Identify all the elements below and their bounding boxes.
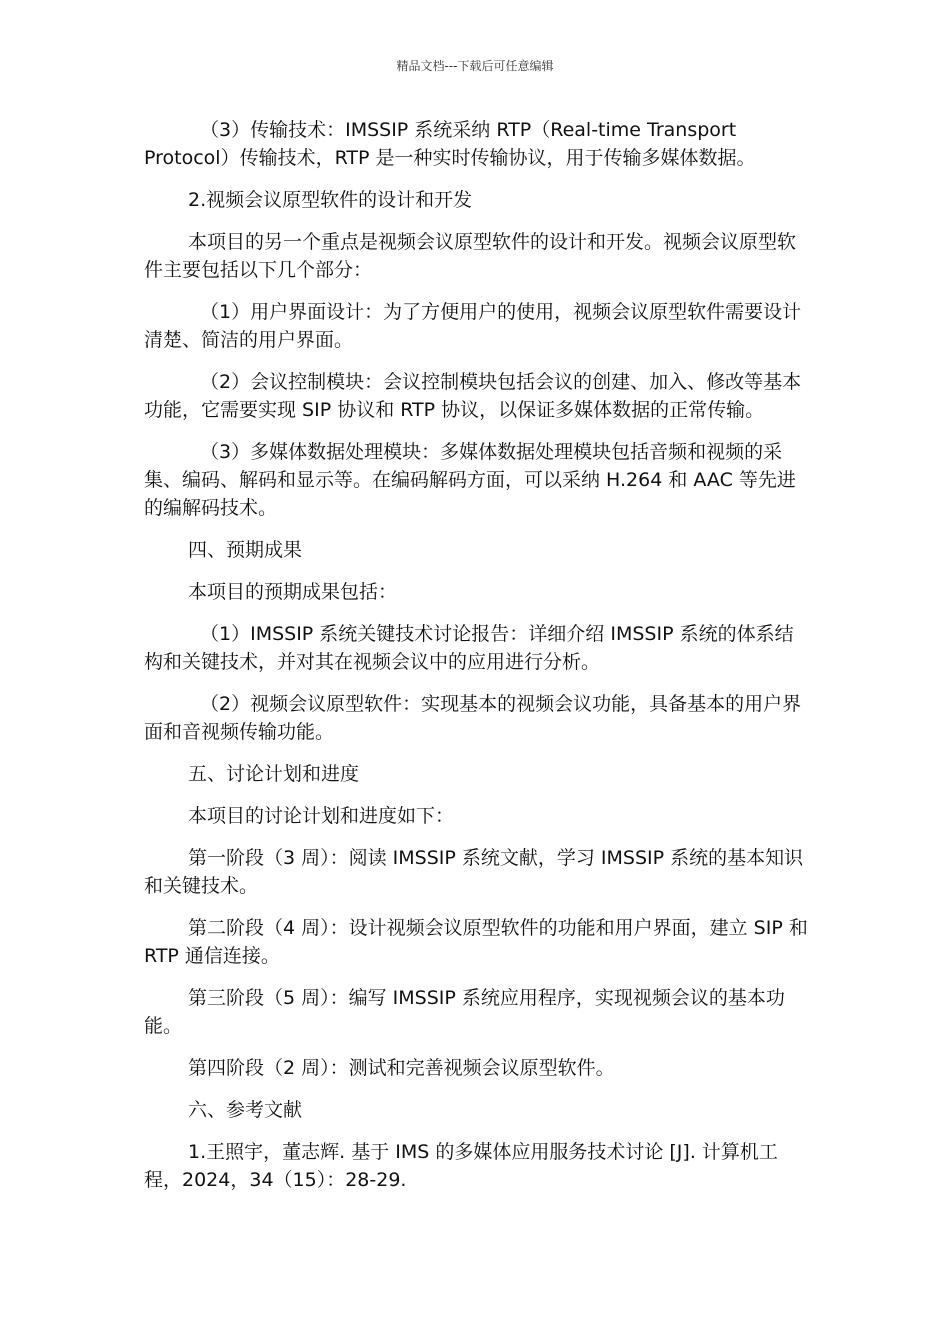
list-item-paragraph: （2）会议控制模块：会议控制模块包括会议的创建、加入、修改等基本功能，它需要实现 SIP 协议和 RTP 协议，以保证多媒体数据的正常传输。 (144, 371, 802, 421)
body-paragraph: 本项目的讨论计划和进度如下： (188, 805, 455, 827)
section-heading: 五、讨论计划和进度 (188, 763, 360, 785)
list-item-paragraph: （1）用户界面设计：为了方便用户的使用，视频会议原型软件需要设计清楚、简洁的用户界面。 (144, 301, 802, 351)
section-heading: 六、参考文献 (188, 1099, 303, 1121)
list-item-paragraph: （3）多媒体数据处理模块：多媒体数据处理模块包括音频和视频的采集、编码、解码和显示等。在编码解码方面，可以采纳 H.264 和 AAC 等先进的编解码技术。 (144, 441, 796, 519)
body-paragraph: 本项目的预期成果包括： (188, 581, 398, 603)
body-paragraph: 第三阶段（5 周）：编写 IMSSIP 系统应用程序，实现视频会议的基本功能。 (144, 987, 785, 1037)
body-paragraph: 第四阶段（2 周）：测试和完善视频会议原型软件。 (188, 1057, 615, 1079)
body-paragraph: 1.王照宇，董志辉. 基于 IMS 的多媒体应用服务技术讨论 [J]. 计算机工程，2024，34（15）：28-29. (144, 1141, 778, 1191)
body-paragraph: 本项目的另一个重点是视频会议原型软件的设计和开发。视频会议原型软件主要包括以下几个部分： (144, 231, 797, 281)
list-item-paragraph: （1）IMSSIP 系统关键技术讨论报告：详细介绍 IMSSIP 系统的体系结构和关键技术，并对其在视频会议中的应用进行分析。 (144, 623, 794, 673)
list-item-paragraph: （3）传输技术：IMSSIP 系统采纳 RTP（Real-time Transport Protocol）传输技术，RTP 是一种实时传输协议，用于传输多媒体数据。 (144, 119, 756, 169)
list-item-paragraph: （2）视频会议原型软件：实现基本的视频会议功能，具备基本的用户界面和音视频传输功能。 (144, 693, 802, 743)
section-heading: 2.视频会议原型软件的设计和开发 (188, 189, 473, 211)
section-heading: 四、预期成果 (188, 539, 303, 561)
header-watermark: 精品文档---下载后可任意编辑 (396, 59, 554, 73)
body-paragraph: 第二阶段（4 周）：设计视频会议原型软件的功能和用户界面，建立 SIP 和 RTP 通信连接。 (144, 917, 808, 967)
document-body (144, 116, 808, 1208)
body-paragraph: 第一阶段（3 周）：阅读 IMSSIP 系统文献，学习 IMSSIP 系统的基本知识和关键技术。 (144, 847, 804, 897)
